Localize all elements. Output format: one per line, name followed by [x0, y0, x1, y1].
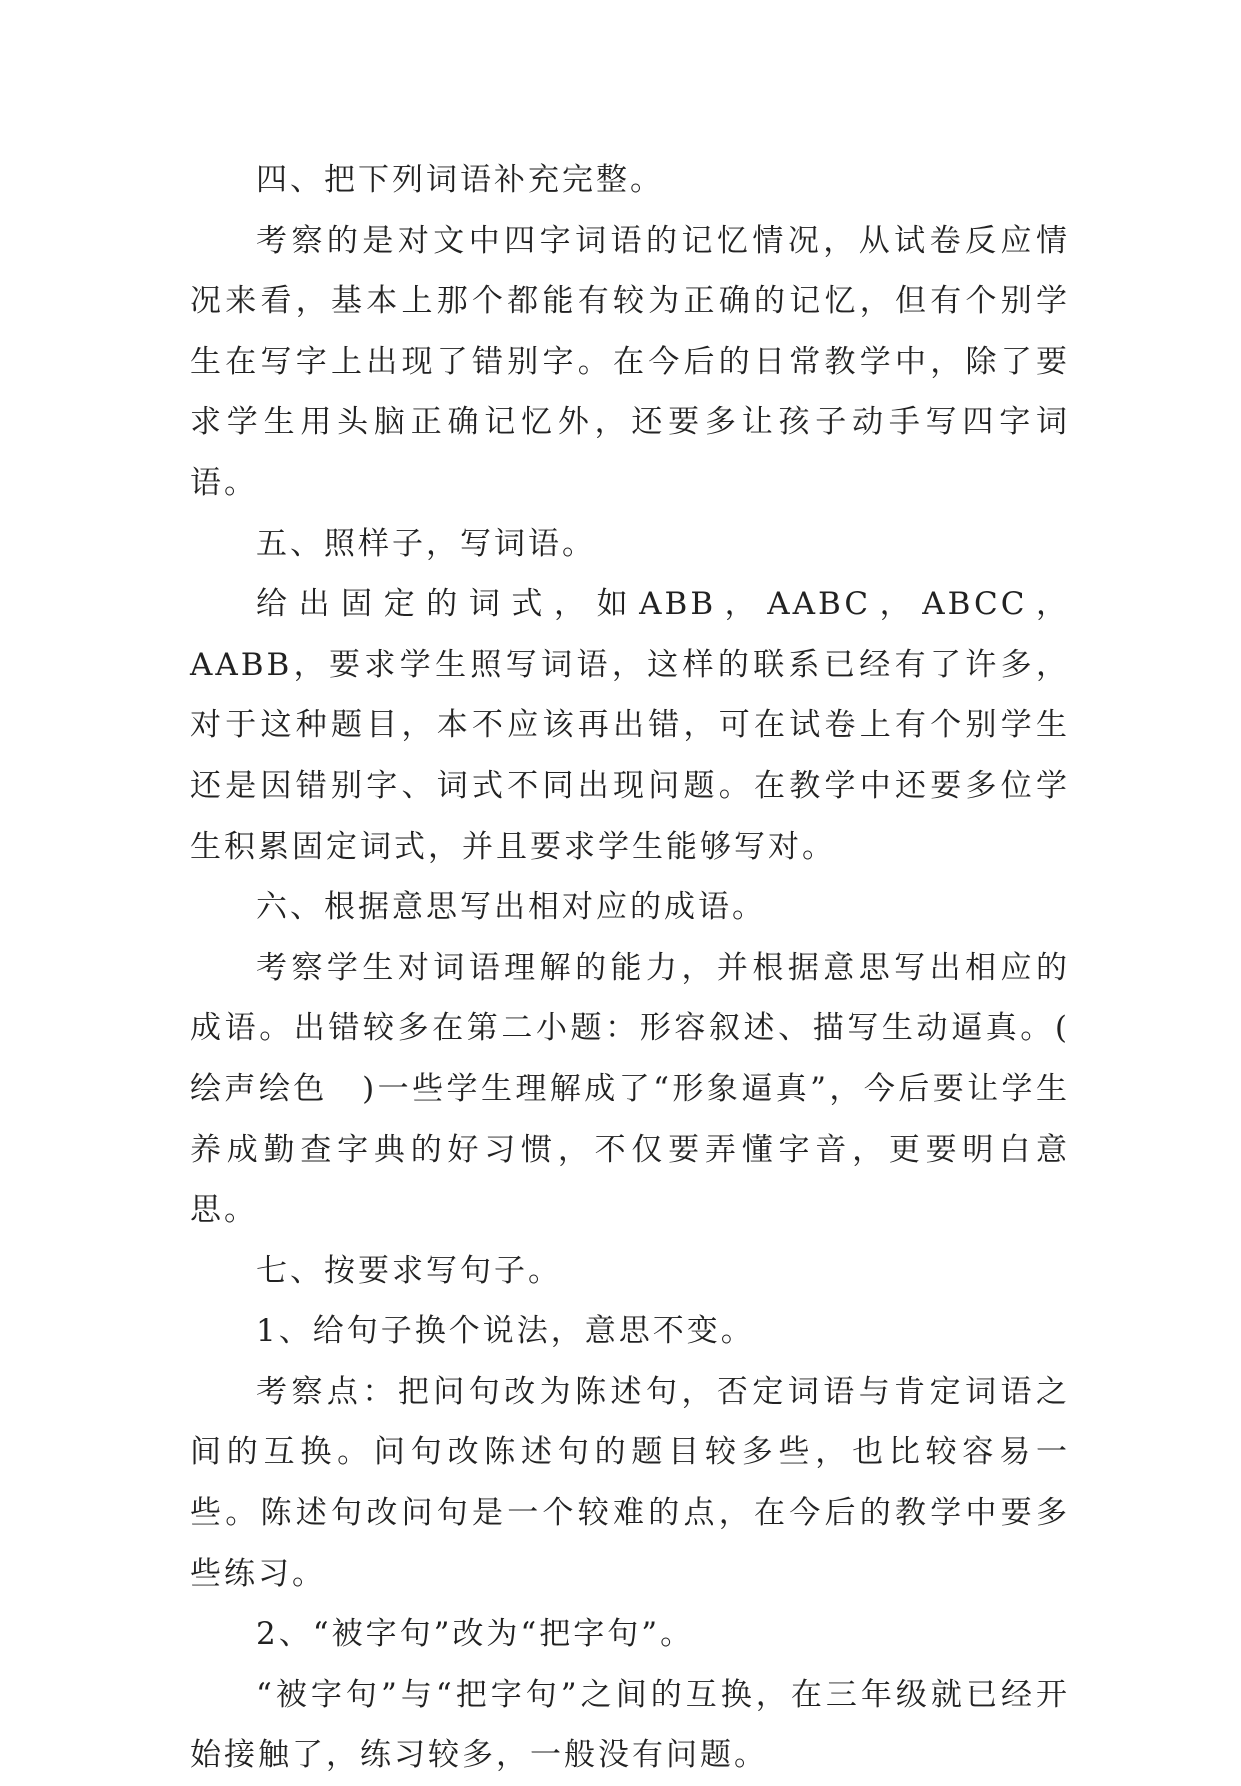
section-heading-5: 五、照样子，写词语。 — [256, 525, 596, 562]
subheading-7-2: 2、“被字句”改为“把字句”。 — [256, 1616, 695, 1653]
paragraph-4: 考察的是对文中四字词语的记忆情况，从试卷反应情况来看，基本上那个都能有较为正确的记忆，但有个别学生在写字上出现了错别字。在今后的日常教学中，除了要求学生用头脑正确记忆外，还要多让孩子动手写四字词语。 — [190, 222, 1070, 501]
paragraph-7-1: 考察点：把问句改为陈述句，否定词语与肯定词语之间的互换。问句改陈述句的题目较多些，也比较容易一些。陈述句改问句是一个较难的点，在今后的教学中要多些练习。 — [190, 1373, 1070, 1592]
paragraph-6: 考察学生对词语理解的能力，并根据意思写出相应的成语。出错较多在第二小题：形容叙述、描写生动逼真。( 绘声绘色 )一些学生理解成了“形象逼真”，今后要让学生养成勤查字典的好习惯，不仅要弄懂字音，更要明白意思。 — [190, 949, 1104, 1229]
section-heading-4: 四、把下列词语补充完整。 — [256, 162, 664, 198]
subheading-7-1: 1、给句子换个说法，意思不变。 — [256, 1313, 755, 1350]
document-page — [190, 150, 1104, 1786]
paragraph-5: 给出固定的词式，如ABB，AABC，ABCC，AABB，要求学生照写词语，这样的联系已经有了许多，对于这种题目，本不应该再出错，可在试卷上有个别学生还是因错别字、词式不同出现问题。在教学中还要多位学生积累固定词式，并且要求学生能够写对。 — [190, 586, 1070, 865]
section-heading-6: 六、根据意思写出相对应的成语。 — [256, 889, 766, 926]
section-heading-7: 七、按要求写句子。 — [256, 1252, 562, 1289]
paragraph-7-2: “被字句”与“把字句”之间的互换，在三年级就已经开始接触了，练习较多，一般没有问题。 — [190, 1676, 1070, 1774]
